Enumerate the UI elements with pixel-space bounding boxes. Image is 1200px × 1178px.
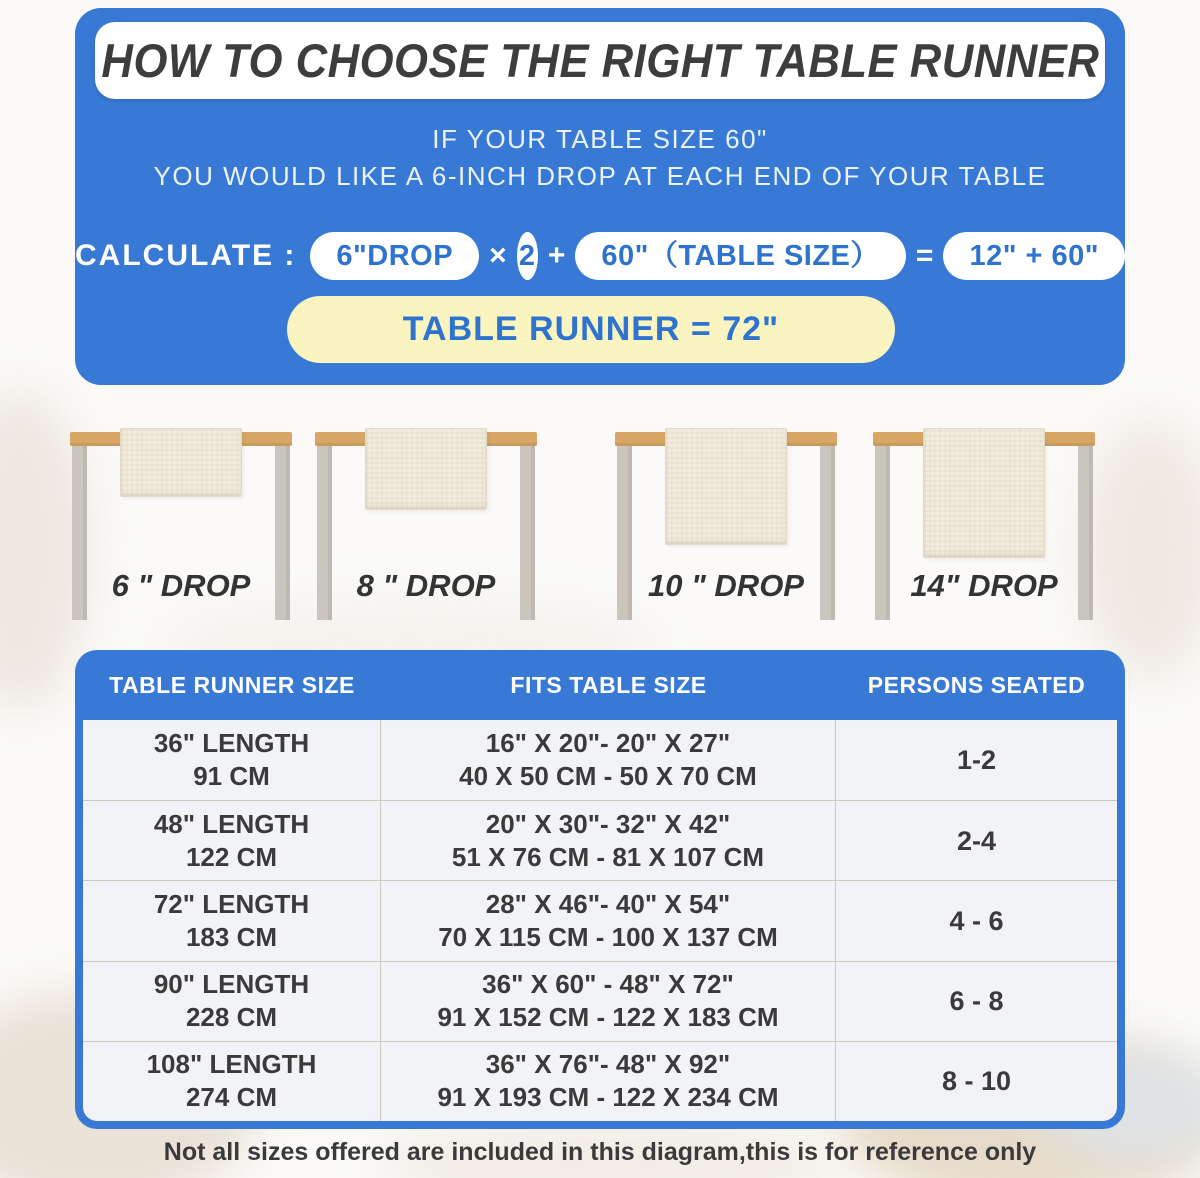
equals-operator: =	[915, 239, 934, 272]
drop-label: 6 " DROP	[111, 568, 251, 603]
runner-drape-graphic	[923, 428, 1045, 558]
drop-value-pill: 6"DROP	[310, 232, 479, 280]
drop-label: 14" DROP	[910, 568, 1058, 603]
subtitle-line1: IF YOUR TABLE SIZE 60"	[432, 124, 768, 154]
table-leg-graphic	[72, 446, 87, 620]
persons-seated-cell: 8 - 10	[941, 1066, 1012, 1097]
fits-size-inches: 36" X 60" - 48" X 72"	[482, 968, 734, 999]
fits-size-inches: 16" X 20"- 20" X 27"	[485, 727, 731, 758]
runner-size-cm: 274 CM	[185, 1082, 278, 1113]
runner-size-cell	[83, 1042, 381, 1121]
drop-label: 8 " DROP	[356, 568, 496, 603]
column-header-persons-seated: PERSONS SEATED	[867, 671, 1086, 698]
header-panel	[75, 8, 1125, 385]
fits-size-inches: 20" X 30"- 32" X 42"	[485, 808, 731, 839]
runner-size-inches: 48" LENGTH	[153, 808, 310, 839]
table-leg-graphic	[875, 446, 890, 620]
runner-drape-graphic	[365, 428, 487, 510]
table-illustration-6-drop	[70, 428, 292, 628]
table-illustration-8-drop	[315, 428, 537, 628]
table-size-pill: 60"（TABLE SIZE）	[575, 232, 906, 280]
fits-table-size-cell	[381, 962, 836, 1041]
runner-size-cell	[83, 720, 381, 800]
size-chart-header	[83, 650, 1117, 720]
page-title: HOW TO CHOOSE THE RIGHT TABLE RUNNER	[101, 33, 1099, 87]
table-row	[83, 720, 1117, 800]
background-blur-shape	[1080, 420, 1200, 680]
size-chart-body	[83, 720, 1117, 1121]
table-row	[83, 880, 1117, 960]
column-header-runner-size: TABLE RUNNER SIZE	[109, 671, 355, 698]
table-illustration-10-drop	[615, 428, 837, 628]
runner-drape-graphic	[665, 428, 787, 545]
runner-size-inches: 90" LENGTH	[153, 968, 310, 999]
runner-size-cm: 228 CM	[185, 1002, 278, 1033]
sum-pill: 12" + 60"	[943, 232, 1125, 280]
table-row	[83, 961, 1117, 1041]
fits-table-size-cell	[381, 881, 836, 960]
plus-operator: +	[547, 239, 566, 272]
column-header-fits-table-size: FITS TABLE SIZE	[510, 671, 707, 698]
table-leg-graphic	[820, 446, 835, 620]
runner-size-cm: 122 CM	[185, 841, 278, 872]
runner-size-inches: 72" LENGTH	[153, 888, 310, 919]
fits-table-size-cell	[381, 801, 836, 880]
fits-size-inches: 36" X 76"- 48" X 92"	[485, 1049, 731, 1080]
runner-size-inches: 108" LENGTH	[146, 1049, 317, 1080]
table-row	[83, 800, 1117, 880]
drop-label: 10 " DROP	[648, 568, 804, 603]
fits-size-cm: 51 X 76 CM - 81 X 107 CM	[451, 841, 765, 872]
fits-table-size-cell	[381, 1042, 836, 1121]
persons-seated-cell: 1-2	[956, 744, 997, 775]
multiply-operator: ×	[489, 239, 507, 272]
table-illustration-14-drop	[873, 428, 1095, 628]
disclaimer-note: Not all sizes offered are included in this diagram,this is for reference only	[163, 1138, 1037, 1166]
calculation-row	[75, 232, 1125, 280]
table-leg-graphic	[617, 446, 632, 620]
persons-seated-cell: 6 - 8	[949, 985, 1004, 1016]
fits-table-size-cell	[381, 720, 836, 800]
table-leg-graphic	[520, 446, 535, 620]
table-leg-graphic	[275, 446, 290, 620]
size-chart-panel	[75, 650, 1125, 1129]
runner-size-cm: 183 CM	[185, 921, 278, 952]
fits-size-inches: 28" X 46"- 40" X 54"	[485, 888, 731, 919]
runner-drape-graphic	[120, 428, 242, 497]
runner-size-cm: 91 CM	[193, 761, 270, 792]
persons-seated-cell: 2-4	[956, 825, 997, 856]
calculate-label: CALCULATE :	[75, 239, 297, 272]
runner-size-inches: 36" LENGTH	[153, 727, 310, 758]
table-leg-graphic	[1078, 446, 1093, 620]
runner-size-cell	[83, 801, 381, 880]
table-row	[83, 1041, 1117, 1121]
runner-result-pill	[287, 296, 895, 363]
fits-size-cm: 70 X 115 CM - 100 X 137 CM	[438, 921, 778, 952]
fits-size-cm: 91 X 193 CM - 122 X 234 CM	[437, 1082, 779, 1113]
runner-size-cell	[83, 881, 381, 960]
title-banner	[95, 22, 1105, 99]
runner-size-cell	[83, 962, 381, 1041]
runner-result-text: TABLE RUNNER = 72"	[402, 310, 780, 348]
factor-pill: 2	[517, 232, 538, 280]
subtitle-line2: YOU WOULD LIKE A 6-INCH DROP AT EACH END OF YOUR TABLE	[153, 161, 1047, 191]
persons-seated-cell: 4 - 6	[949, 905, 1004, 936]
table-leg-graphic	[317, 446, 332, 620]
fits-size-cm: 91 X 152 CM - 122 X 183 CM	[437, 1002, 779, 1033]
fits-size-cm: 40 X 50 CM - 50 X 70 CM	[459, 761, 757, 792]
